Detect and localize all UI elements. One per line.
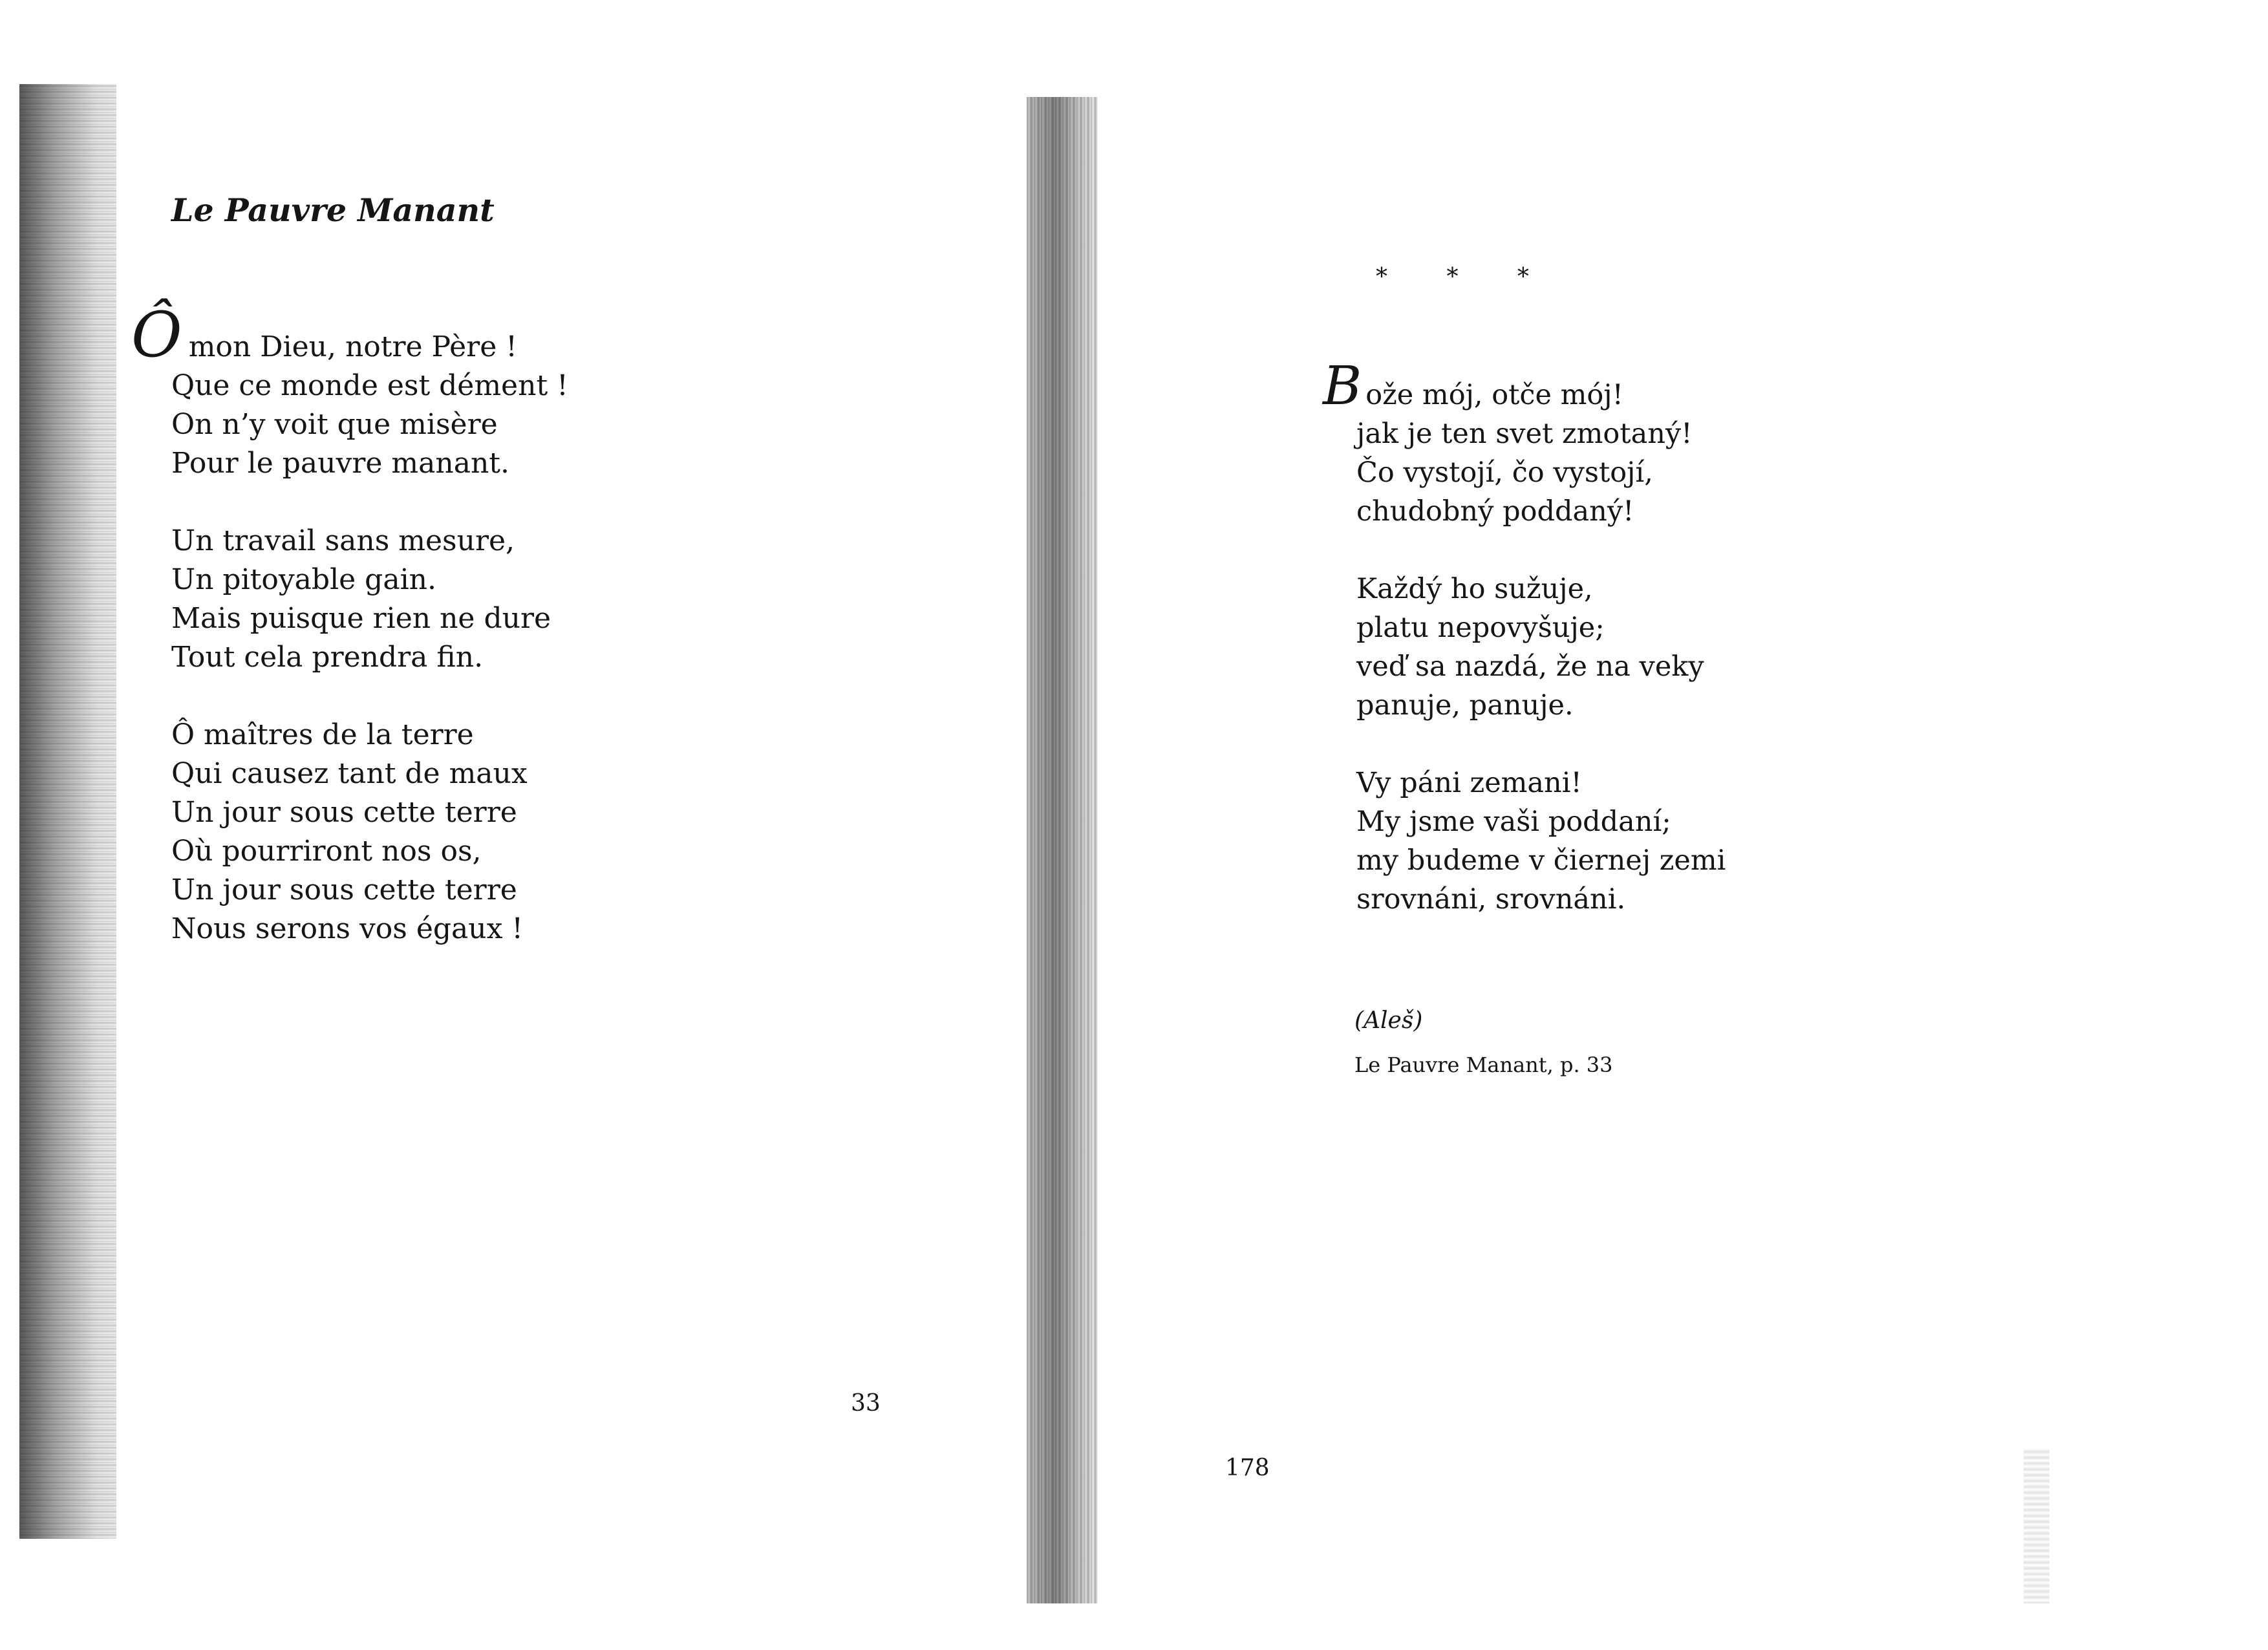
poem-line-text: mon Dieu, notre Père ! bbox=[188, 330, 517, 363]
poem-line: Où pourriront nos os, bbox=[171, 835, 482, 868]
poem-line: Vy páni zemani! bbox=[1356, 767, 1582, 799]
stanza-3 bbox=[1356, 764, 1726, 919]
french-poem bbox=[131, 299, 568, 987]
poem-line-text: ože mój, otče mój! bbox=[1365, 379, 1623, 411]
poem-line: panuje, panuje. bbox=[1356, 689, 1574, 722]
stanza-2 bbox=[1356, 570, 1726, 725]
right-page bbox=[1112, 0, 2268, 1650]
drop-cap: B bbox=[1323, 356, 1362, 417]
poem-line bbox=[1323, 356, 1726, 417]
poem-line: Un jour sous cette terre bbox=[171, 873, 517, 906]
poem-line: On n’y voit que misère bbox=[171, 408, 498, 441]
source-reference: Le Pauvre Manant, p. 33 bbox=[1354, 1053, 1613, 1077]
page-number-left: 33 bbox=[851, 1390, 881, 1417]
poem-line bbox=[131, 299, 568, 371]
poem-line: My jsme vaši poddaní; bbox=[1356, 806, 1671, 838]
poem-line: Každý ho sužuje, bbox=[1356, 573, 1593, 605]
slovak-poem bbox=[1323, 356, 1726, 958]
section-ornament: * * * bbox=[1376, 264, 1555, 290]
poem-line: Ô maîtres de la terre bbox=[171, 718, 474, 751]
author-attribution: (Aleš) bbox=[1354, 1007, 1423, 1034]
poem-line: Un travail sans mesure, bbox=[171, 524, 515, 557]
poem-line: Un pitoyable gain. bbox=[171, 563, 436, 596]
stanza-3 bbox=[171, 716, 568, 948]
poem-line: Čo vystojí, čo vystojí, bbox=[1356, 456, 1653, 489]
poem-line: veď sa nazdá, že na veky bbox=[1356, 650, 1704, 683]
page-number-right: 178 bbox=[1225, 1455, 1270, 1481]
left-page bbox=[0, 0, 1009, 1650]
stanza-1 bbox=[131, 299, 568, 483]
poem-line: Mais puisque rien ne dure bbox=[171, 602, 551, 635]
poem-line: jak je ten svet zmotaný! bbox=[1356, 418, 1693, 450]
drop-cap: Ô bbox=[131, 299, 182, 371]
poem-line: my budeme v čiernej zemi bbox=[1356, 844, 1726, 877]
poem-line: Un jour sous cette terre bbox=[171, 796, 517, 829]
stanza-2 bbox=[171, 522, 568, 677]
poem-line: Que ce monde est dément ! bbox=[171, 369, 568, 402]
poem-line: srovnáni, srovnáni. bbox=[1356, 883, 1626, 916]
poem-line: Tout cela prendra fin. bbox=[171, 641, 484, 674]
poem-line: Qui causez tant de maux bbox=[171, 757, 528, 790]
book-gutter-shadow bbox=[1027, 97, 1098, 1603]
poem-line: chudobný poddaný! bbox=[1356, 495, 1634, 528]
stanza-1 bbox=[1323, 356, 1726, 531]
poem-line: Nous serons vos égaux ! bbox=[171, 912, 524, 945]
poem-title: Le Pauvre Manant bbox=[171, 191, 495, 229]
poem-line: platu nepovyšuje; bbox=[1356, 612, 1605, 644]
poem-line: Pour le pauvre manant. bbox=[171, 447, 509, 480]
